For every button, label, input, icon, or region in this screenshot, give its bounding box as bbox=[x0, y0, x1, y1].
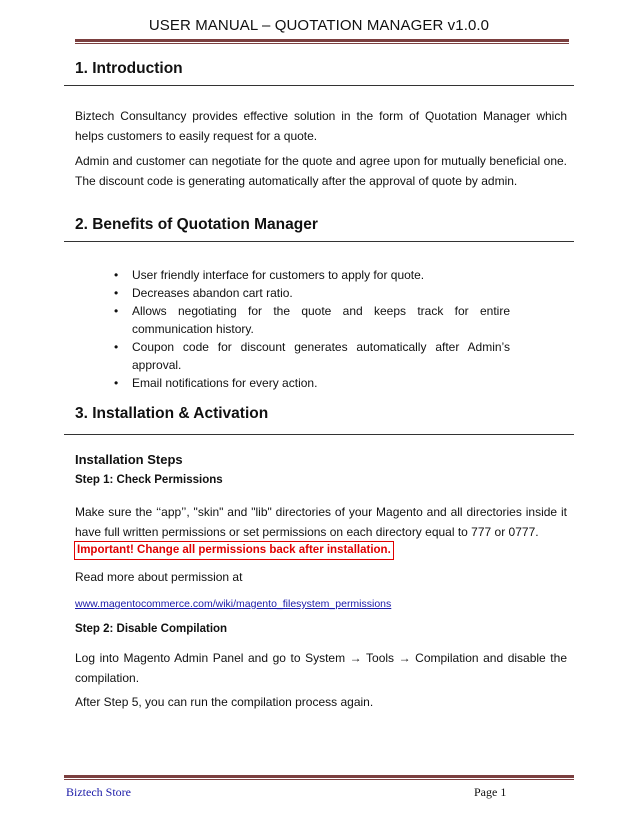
installation-steps-subheading: Installation Steps bbox=[75, 452, 183, 467]
step-1-text: Make sure the ‘‘app’’, "skin" and "lib" directories of your Magento and all directories inside it have full written permissions or set permissions on each directory equal to 777 or 0777. bbox=[75, 505, 567, 539]
list-item-text: Decreases abandon cart ratio. bbox=[132, 286, 293, 300]
step-1-title: Step 1: Check Permissions bbox=[75, 474, 223, 486]
header-rule-thick bbox=[75, 39, 569, 42]
intro-paragraph-2: Admin and customer can negotiate for the quote and agree upon for mutually beneficial one. The discount code is generating automatically after the approval of quote by admin. bbox=[75, 154, 567, 188]
bullet-icon: • bbox=[114, 340, 119, 354]
list-item-text: Email notifications for every action. bbox=[132, 376, 318, 390]
section-rule bbox=[64, 434, 574, 435]
step-2-title: Step 2: Disable Compilation bbox=[75, 623, 228, 635]
list-item-text: Allows negotiating for the quote and keeps track for entire communication history. bbox=[132, 304, 510, 336]
list-item bbox=[112, 302, 510, 338]
benefits-list bbox=[112, 266, 510, 392]
section-heading-benefits: 2. Benefits of Quotation Manager bbox=[75, 216, 318, 233]
bullet-icon: • bbox=[114, 304, 119, 318]
permissions-link[interactable]: www.magentocommerce.com/wiki/magento_filesystem_permissions bbox=[75, 598, 392, 610]
document-header-title: USER MANUAL – QUOTATION MANAGER v1.0.0 bbox=[148, 17, 490, 34]
section-heading-installation: 3. Installation & Activation bbox=[75, 405, 269, 422]
important-warning: Important! Change all permissions back after installation. bbox=[74, 541, 394, 560]
list-item bbox=[112, 374, 510, 392]
bullet-icon: • bbox=[114, 376, 119, 390]
step-2-text: Log into Magento Admin Panel and go to System → Tools → Compilation and disable the compilation. bbox=[75, 651, 567, 685]
list-item-text: Coupon code for discount generates automatically after Admin’s approval. bbox=[132, 340, 510, 372]
footer-rule-thin bbox=[64, 779, 574, 780]
header-rule-thin bbox=[75, 43, 569, 44]
section-heading-introduction: 1. Introduction bbox=[75, 60, 183, 77]
footer-rule-thick bbox=[64, 775, 574, 778]
section-rule bbox=[64, 241, 574, 242]
list-item bbox=[112, 284, 510, 302]
bullet-icon: • bbox=[114, 286, 119, 300]
step-2-after-text: After Step 5, you can run the compilation process again. bbox=[75, 695, 374, 709]
bullet-icon: • bbox=[114, 268, 119, 282]
list-item bbox=[112, 266, 510, 284]
footer-page-number: Page 1 bbox=[474, 785, 507, 799]
intro-paragraph-1: Biztech Consultancy provides effective solution in the form of Quotation Manager which helps customers to easily request for a quote. bbox=[75, 109, 567, 143]
footer-company-name: Biztech Store bbox=[66, 785, 131, 799]
list-item bbox=[112, 338, 510, 374]
read-more-text: Read more about permission at bbox=[75, 570, 243, 584]
section-rule bbox=[64, 85, 574, 86]
list-item-text: User friendly interface for customers to apply for quote. bbox=[132, 268, 425, 282]
